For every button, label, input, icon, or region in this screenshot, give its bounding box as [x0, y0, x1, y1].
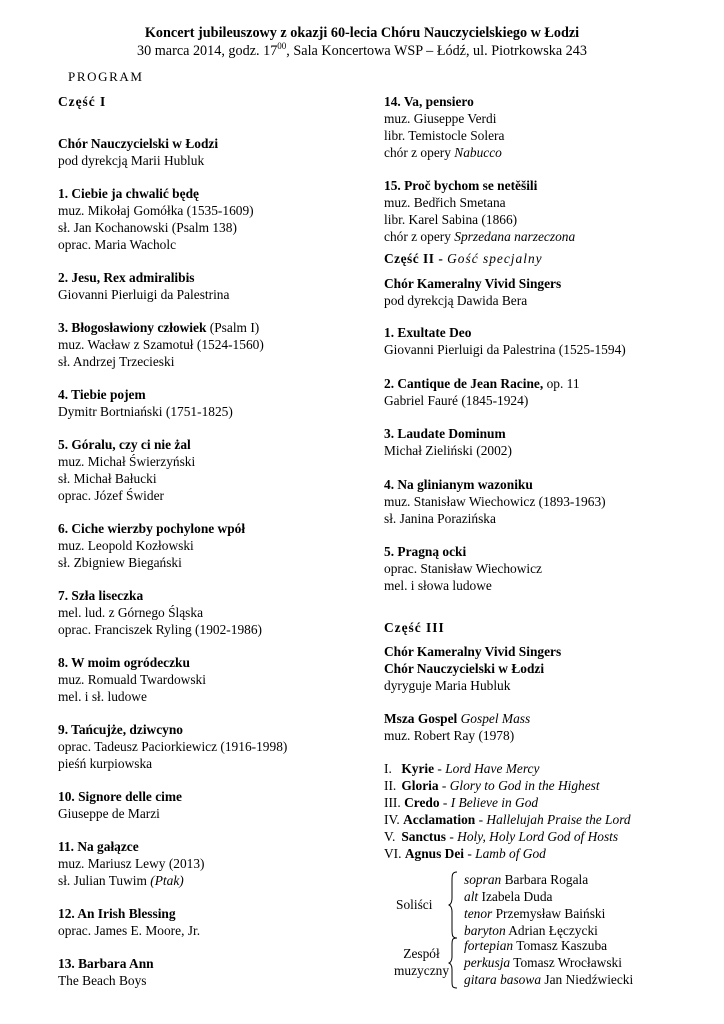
performer-name: Barbara Rogala [501, 872, 589, 887]
movement-number: IV. [384, 812, 400, 827]
opera-prefix: chór z opery [384, 145, 455, 160]
item-line: muz. Mikołaj Gomółka (1535-1609) [58, 203, 254, 218]
soloists-list [464, 871, 605, 939]
item-line: oprac. Józef Świder [58, 488, 164, 503]
part2-conductor: pod dyrekcją Dawida Bera [384, 293, 528, 308]
part1-heading-block [58, 93, 358, 110]
program-item [58, 788, 358, 822]
item-title: 13. Barbara Ann [58, 956, 154, 971]
item-line: Dymitr Bortniański (1751-1825) [58, 404, 233, 419]
item-title: 4. Na glinianym wazoniku [384, 477, 533, 492]
movement-number: VI. [384, 846, 402, 861]
ensemble-member [464, 937, 633, 954]
item-title: 5. Pragną ocki [384, 544, 467, 559]
ensemble-label [394, 945, 449, 979]
item-italic-tail: (Ptak) [146, 873, 184, 888]
performer-name: Przemysław Baiński [492, 906, 606, 921]
item-line: sł. Julian Tuwim [58, 873, 147, 888]
item-line: sł. Janina Porazińska [384, 511, 496, 526]
item-line: mel. i sł. ludowe [58, 689, 147, 704]
mass-movement [384, 794, 714, 811]
part2-choir: Chór Kameralny Vivid Singers [384, 276, 562, 291]
item-line: Giovanni Pierluigi da Palestrina [58, 287, 230, 302]
movement-name: Sanctus [401, 829, 447, 844]
brace-icon [448, 937, 458, 989]
item-line: libr. Temistocle Solera [384, 128, 505, 143]
ensemble-member [464, 954, 633, 971]
item-title: 15. Proč bychom se netěšili [384, 178, 538, 193]
item-line: libr. Karel Sabina (1866) [384, 212, 518, 227]
part2-heading: Część II - [384, 251, 448, 266]
movement-name-en: - Lord Have Mercy [434, 761, 540, 776]
movement-name-en: - I Believe in God [439, 795, 539, 810]
soloist [464, 871, 605, 888]
program-item [58, 654, 358, 705]
concert-date-venue [0, 42, 724, 60]
program-item [384, 425, 714, 459]
item-line: mel. lud. z Górnego Śląska [58, 605, 204, 620]
item-line: muz. Michał Świerzyński [58, 454, 196, 469]
item-title: 8. W moim ogródeczku [58, 655, 190, 670]
voice-type: baryton [464, 923, 506, 938]
item-title-extra: op. 11 [543, 376, 580, 391]
item-line: muz. Bedřich Smetana [384, 195, 506, 210]
item-line: muz. Stanisław Wiechowicz (1893-1963) [384, 494, 606, 509]
mass-movement [384, 828, 714, 845]
item-line: pieśń kurpiowska [58, 756, 153, 771]
item-title: 9. Tańcujże, dziwcyno [58, 722, 183, 737]
item-line: oprac. Tadeusz Paciorkiewicz (1916-1998) [58, 739, 288, 754]
movement-name-en: - Holy, Holy Lord God of Hosts [446, 829, 619, 844]
performer-name: Tomasz Kaszuba [513, 938, 608, 953]
item-title: 3. Błogosławiony człowiek [58, 320, 207, 335]
instrument: gitara basowa [464, 972, 542, 987]
item-title: 2. Jesu, Rex admiralibis [58, 270, 195, 285]
movement-name-en: - Lamb of God [464, 846, 546, 861]
instrument: perkusja [464, 955, 511, 970]
voice-type: sopran [464, 872, 502, 887]
program-item [58, 905, 358, 939]
program-item [58, 185, 358, 253]
voice-type: alt [464, 889, 479, 904]
item-line: sł. Zbigniew Biegański [58, 555, 182, 570]
program-item [384, 177, 714, 245]
brace-icon [448, 871, 458, 939]
program-item [384, 375, 714, 409]
item-title: 1. Exultate Deo [384, 325, 472, 340]
date-prefix: 30 marca 2014, godz. 17 [137, 43, 278, 59]
item-line: oprac. Maria Wacholc [58, 237, 177, 252]
program-item [384, 543, 714, 594]
movement-name: Acclamation [403, 812, 476, 827]
ensemble-list [464, 937, 633, 988]
program-header [0, 24, 724, 60]
item-title: 14. Va, pensiero [384, 94, 474, 109]
part1-heading: Część I [58, 94, 107, 109]
item-title: 5. Góralu, czy ci nie żal [58, 437, 191, 452]
part3-heading-block [384, 619, 714, 636]
program-label: PROGRAM [68, 69, 144, 84]
item-line: oprac. James E. Moore, Jr. [58, 923, 201, 938]
item-line: Gabriel Fauré (1845-1924) [384, 393, 529, 408]
mass-title-en: Gospel Mass [457, 711, 531, 726]
program-item [58, 319, 358, 370]
item-title: 4. Tiebie pojem [58, 387, 146, 402]
program-item [58, 386, 358, 420]
program-item [384, 476, 714, 527]
concert-title: Koncert jubileuszowy z okazji 60-lecia Chóru Nauczycielskiego w Łodzi [144, 25, 580, 41]
item-line: Michał Zieliński (2002) [384, 443, 512, 458]
item-title-extra: (Psalm I) [206, 320, 260, 335]
part3-choir-2: Chór Nauczycielski w Łodzi [384, 661, 545, 676]
movement-number: I. [384, 761, 392, 776]
part1-conductor: pod dyrekcją Marii Hubluk [58, 153, 205, 168]
program-item [58, 955, 358, 989]
part3-conductor: dyryguje Maria Hubluk [384, 678, 511, 693]
voice-type: tenor [464, 906, 493, 921]
mass-movements [384, 760, 714, 862]
part3-heading: Część III [384, 620, 445, 635]
instrument: fortepian [464, 938, 514, 953]
part2-performer [384, 275, 714, 309]
program-item [58, 721, 358, 772]
program-item [384, 93, 714, 161]
program-item [58, 436, 358, 504]
item-line: muz. Leopold Kozłowski [58, 538, 194, 553]
item-line: oprac. Franciszek Ryling (1902-1986) [58, 622, 262, 637]
item-title: 1. Ciebie ja chwalić będę [58, 186, 199, 201]
item-title: 3. Laudate Dominum [384, 426, 506, 441]
item-line: sł. Jan Kochanowski (Psalm 138) [58, 220, 237, 235]
performer-name: Izabela Duda [478, 889, 553, 904]
program-item [58, 269, 358, 303]
performer-name: Tomasz Wrocławski [510, 955, 622, 970]
venue: , Sala Koncertowa WSP – Łódź, ul. Piotrkowska 243 [286, 43, 587, 59]
item-line: Giovanni Pierluigi da Palestrina (1525-1594) [384, 342, 626, 357]
mass-movement [384, 777, 714, 794]
program-item [58, 520, 358, 571]
movement-number: V. [384, 829, 396, 844]
soloist [464, 905, 605, 922]
part3-choir-1: Chór Kameralny Vivid Singers [384, 644, 562, 659]
program-item [58, 838, 358, 889]
part2-guest-label: Gość specjalny [447, 251, 543, 266]
opera-title: Nabucco [454, 145, 502, 160]
item-title: 6. Ciche wierzby pochylone wpół [58, 521, 246, 536]
mass-composer: muz. Robert Ray (1978) [384, 728, 515, 743]
soloist [464, 888, 605, 905]
item-line: muz. Giuseppe Verdi [384, 111, 497, 126]
item-line: muz. Mariusz Lewy (2013) [58, 856, 205, 871]
mass-movement [384, 845, 714, 862]
movement-name: Credo [404, 795, 440, 810]
item-line: The Beach Boys [58, 973, 147, 988]
movement-name-en: - Glory to God in the Highest [438, 778, 600, 793]
item-line: Giuseppe de Marzi [58, 806, 160, 821]
performer-name: Adrian Łęczycki [505, 923, 598, 938]
movement-number: III. [384, 795, 401, 810]
soloists-label: Soliści [396, 897, 433, 912]
item-title: 11. Na gałązce [58, 839, 139, 854]
movement-name-en: - Hallelujah Praise the Lord [475, 812, 631, 827]
program-item [384, 324, 714, 358]
ensemble-member [464, 971, 633, 988]
mass-movement [384, 811, 714, 828]
mass-title: Msza Gospel [384, 711, 458, 726]
item-line: mel. i słowa ludowe [384, 578, 492, 593]
opera-prefix: chór z opery [384, 229, 455, 244]
item-title: 12. An Irish Blessing [58, 906, 176, 921]
movement-name: Kyrie [401, 761, 435, 776]
mass-title-block [384, 710, 714, 744]
part3-performers [384, 643, 714, 694]
item-line: sł. Andrzej Trzecieski [58, 354, 175, 369]
time-minutes: 00 [277, 41, 287, 51]
opera-title: Sprzedana narzeczona [454, 229, 576, 244]
ensemble-label-line-1: Zespół [403, 946, 440, 961]
item-title: 2. Cantique de Jean Racine, [384, 376, 544, 391]
program-item [58, 587, 358, 638]
performer-name: Jan Niedźwiecki [541, 972, 634, 987]
movement-name: Gloria [401, 778, 439, 793]
part2-heading-block [384, 250, 714, 267]
item-line: sł. Michał Bałucki [58, 471, 157, 486]
movement-number: II. [384, 778, 397, 793]
item-title: 10. Signore delle cime [58, 789, 182, 804]
item-title: 7. Szła liseczka [58, 588, 144, 603]
item-line: muz. Wacław z Szamotuł (1524-1560) [58, 337, 264, 352]
item-line: oprac. Stanisław Wiechowicz [384, 561, 542, 576]
ensemble-label-line-2: muzyczny [394, 963, 450, 978]
part1-choir: Chór Nauczycielski w Łodzi [58, 136, 219, 151]
mass-movement [384, 760, 714, 777]
item-line: muz. Romuald Twardowski [58, 672, 206, 687]
movement-name: Agnus Dei [404, 846, 464, 861]
part1-performer [58, 135, 358, 169]
